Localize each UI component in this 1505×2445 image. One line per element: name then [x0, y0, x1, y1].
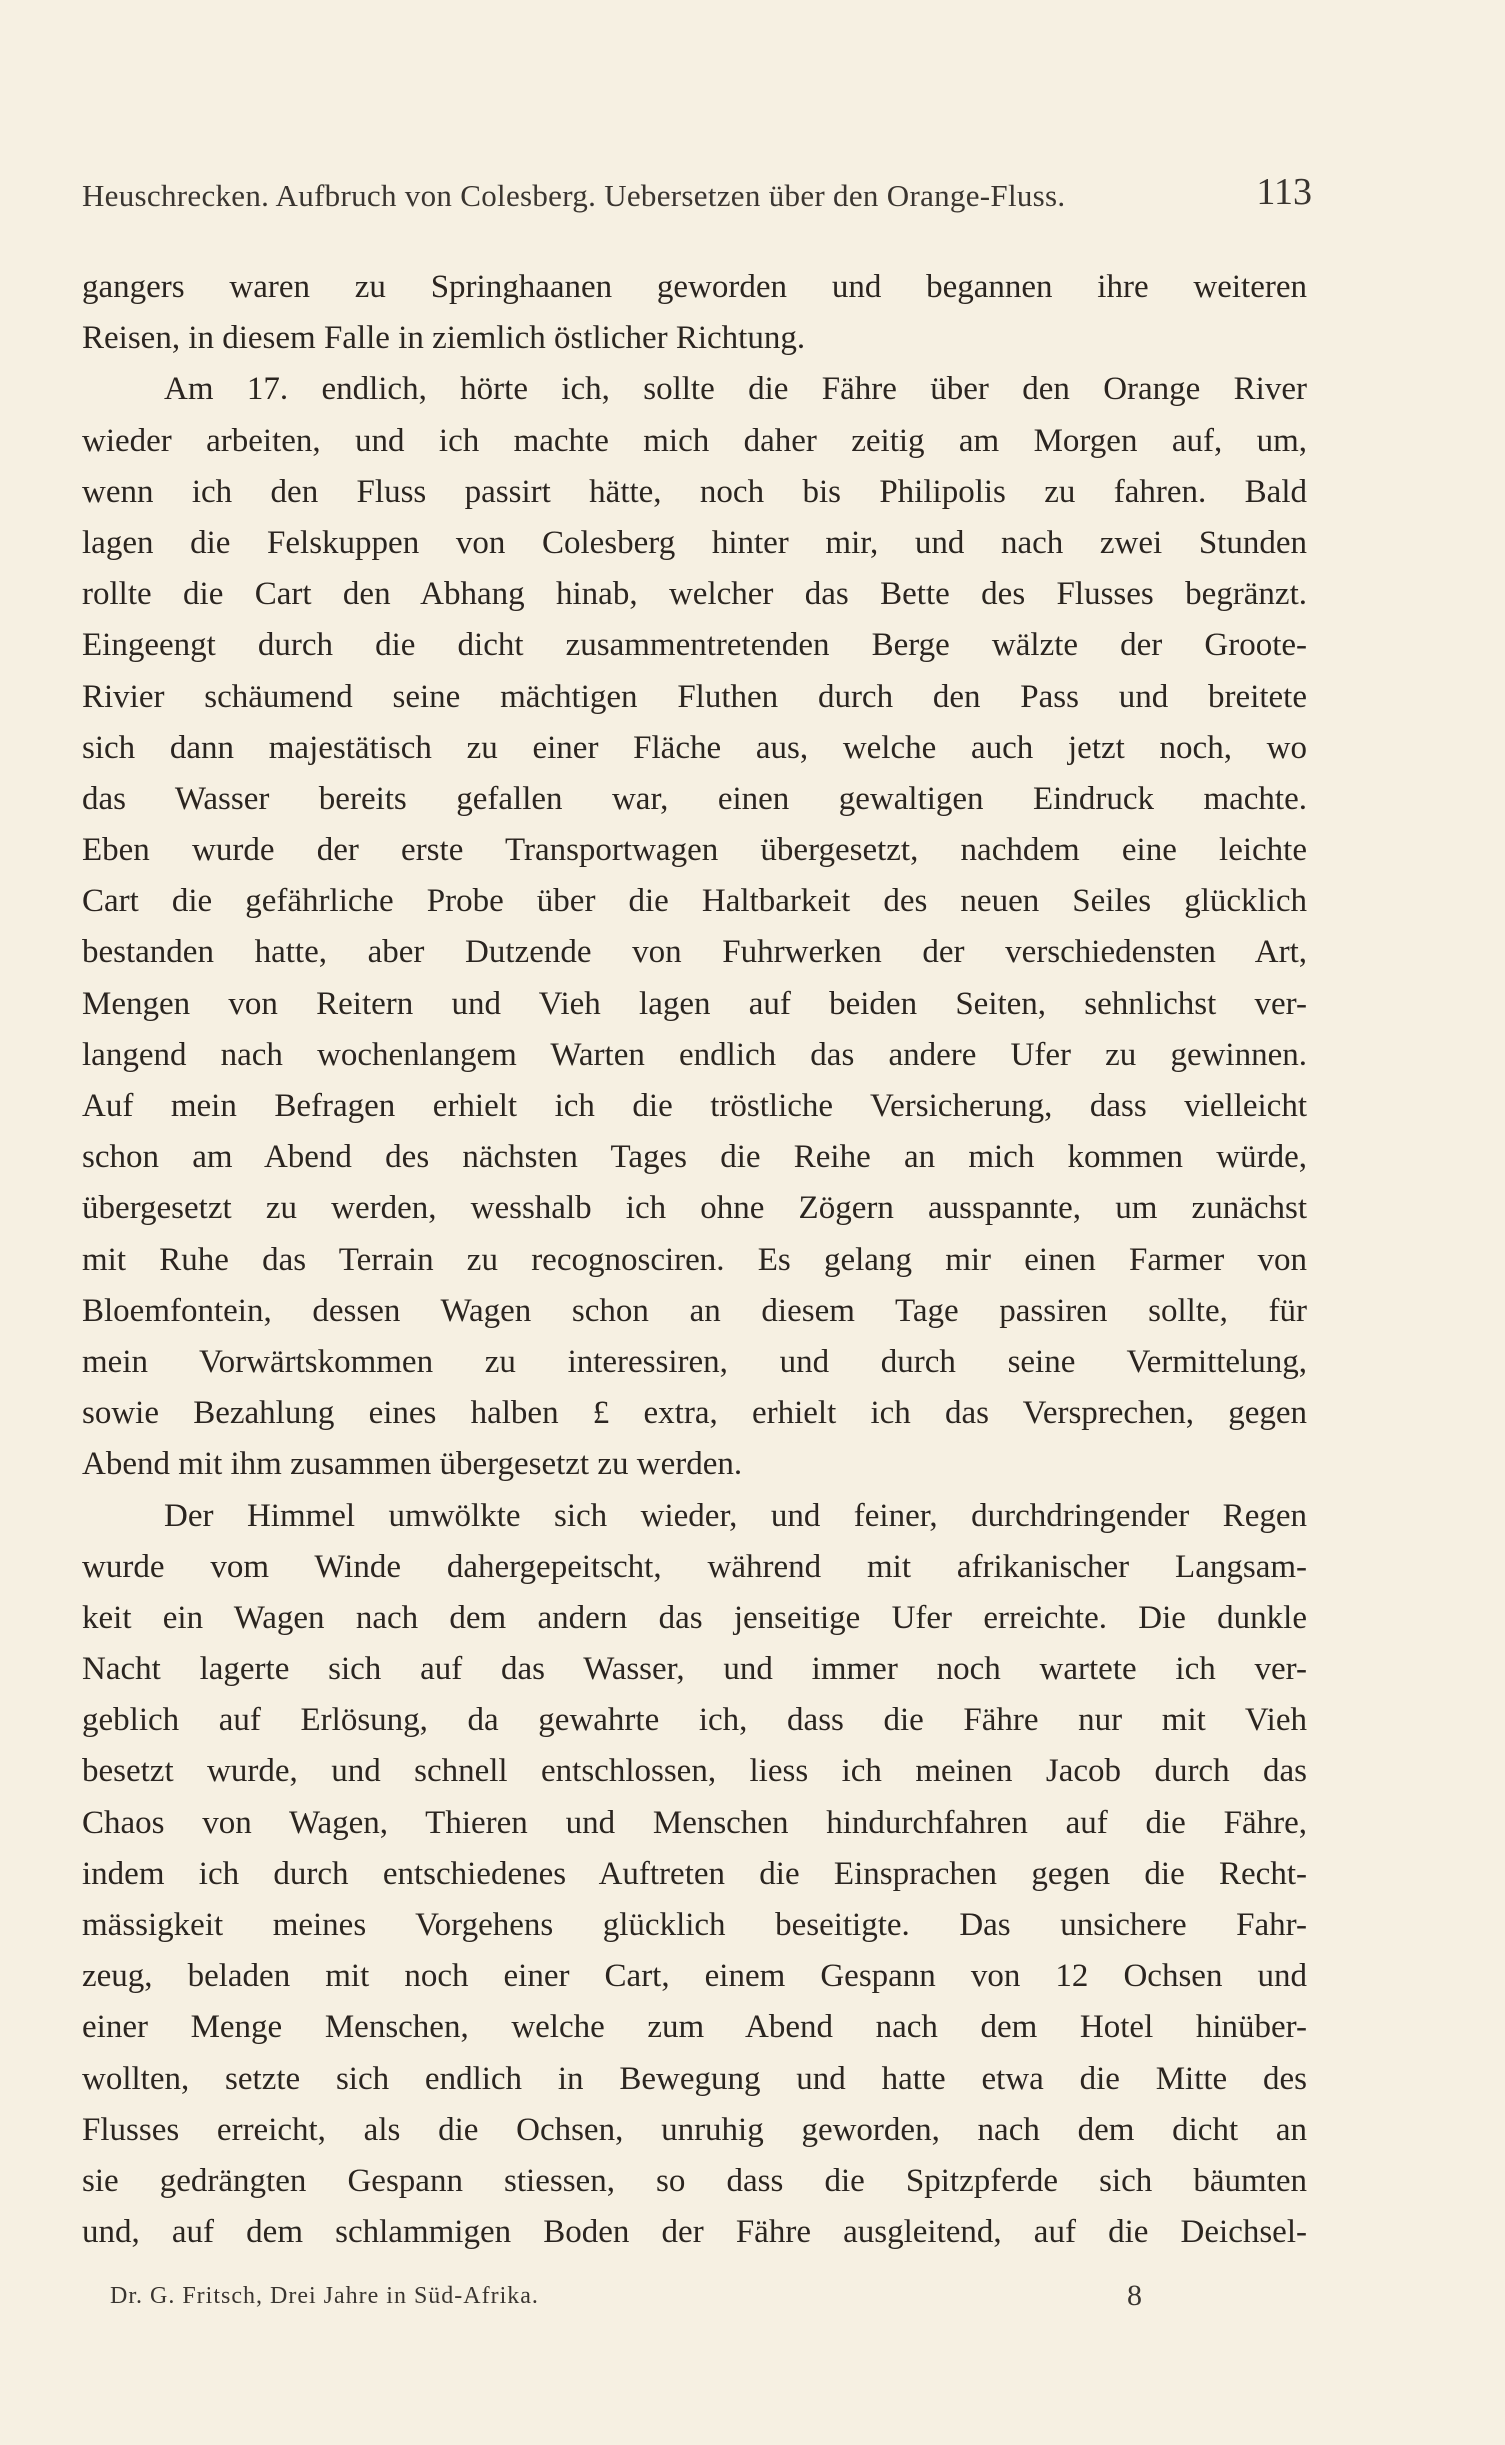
- text-line: rollte die Cart den Abhang hinab, welcher das Bette des Flusses begränzt.: [82, 576, 1307, 613]
- text-line: Reisen, in diesem Falle in ziemlich östlicher Richtung.: [82, 320, 806, 357]
- text-line: geblich auf Erlösung, da gewahrte ich, dass die Fähre nur mit Vieh: [82, 1702, 1307, 1739]
- text-line: wenn ich den Fluss passirt hätte, noch bis Philipolis zu fahren. Bald: [82, 473, 1307, 510]
- text-line: sowie Bezahlung eines halben £ extra, erhielt ich das Versprechen, gegen: [82, 1395, 1307, 1432]
- text-line: wieder arbeiten, und ich machte mich daher zeitig am Morgen auf, um,: [82, 422, 1307, 459]
- text-line: Auf mein Befragen erhielt ich die tröstliche Versicherung, dass vielleicht: [82, 1088, 1307, 1124]
- text-line: und, auf dem schlammigen Boden der Fähre ausgleitend, auf die Deichsel-: [82, 2214, 1307, 2251]
- text-line: Eingeengt durch die dicht zusammentretenden Berge wälzte der Groote-: [82, 627, 1307, 664]
- page-footer: [110, 2279, 1150, 2323]
- body-text: [82, 262, 1307, 2258]
- text-line: Rivier schäumend seine mächtigen Fluthen durch den Pass und breitete: [82, 678, 1307, 715]
- footer-reference: Dr. G. Fritsch, Drei Jahre in Süd-Afrika.: [110, 2283, 539, 2309]
- text-line: mässigkeit meines Vorgehens glücklich beseitigte. Das unsichere Fahr-: [82, 1907, 1307, 1943]
- text-line: lagen die Felskuppen von Colesberg hinter mir, und nach zwei Stunden: [82, 524, 1307, 561]
- text-line: das Wasser bereits gefallen war, einen gewaltigen Eindruck machte.: [82, 780, 1307, 817]
- text-line: bestanden hatte, aber Dutzende von Fuhrwerken der verschiedensten Art,: [82, 934, 1307, 971]
- text-line: langend nach wochenlangem Warten endlich das andere Ufer zu gewinnen.: [82, 1036, 1307, 1073]
- text-line: Der Himmel umwölkte sich wieder, und feiner, durchdringender Regen: [164, 1497, 1307, 1534]
- text-line: Chaos von Wagen, Thieren und Menschen hindurchfahren auf die Fähre,: [82, 1804, 1307, 1841]
- text-line: keit ein Wagen nach dem andern das jenseitige Ufer erreichte. Die dunkle: [82, 1599, 1307, 1636]
- text-line: indem ich durch entschiedenes Auftreten die Einsprachen gegen die Recht-: [82, 1855, 1307, 1892]
- text-line: Bloemfontein, dessen Wagen schon an diesem Tage passiren sollte, für: [82, 1292, 1307, 1329]
- text-line: Abend mit ihm zusammen übergesetzt zu werden.: [82, 1446, 743, 1483]
- running-head: [82, 170, 1312, 220]
- text-line: Eben wurde der erste Transportwagen übergesetzt, nachdem eine leichte: [82, 832, 1307, 869]
- text-line: übergesetzt zu werden, wesshalb ich ohne Zögern ausspannte, um zunächst: [82, 1190, 1307, 1227]
- text-line: wurde vom Winde dahergepeitscht, während mit afrikanischer Langsam-: [82, 1548, 1307, 1585]
- text-line: schon am Abend des nächsten Tages die Reihe an mich kommen würde,: [82, 1139, 1307, 1176]
- signature-mark: 8: [1127, 2279, 1143, 2312]
- text-line: gangers waren zu Springhaanen geworden und begannen ihre weiteren: [82, 269, 1307, 305]
- text-line: mein Vorwärtskommen zu interessiren, und durch seine Vermittelung,: [82, 1343, 1307, 1380]
- text-line: Nacht lagerte sich auf das Wasser, und immer noch wartete ich ver-: [82, 1651, 1307, 1688]
- text-line: sich dann majestätisch zu einer Fläche aus, welche auch jetzt noch, wo: [82, 729, 1307, 766]
- text-line: Am 17. endlich, hörte ich, sollte die Fähre über den Orange River: [164, 371, 1307, 408]
- text-line: Mengen von Reitern und Vieh lagen auf beiden Seiten, sehnlichst ver-: [82, 985, 1307, 1022]
- text-line: sie gedrängten Gespann stiessen, so dass die Spitzpferde sich bäumten: [82, 2162, 1307, 2199]
- running-head-title: Heuschrecken. Aufbruch von Colesberg. Uebersetzen über den Orange-Fluss.: [82, 178, 1066, 213]
- text-line: mit Ruhe das Terrain zu recognosciren. Es gelang mir einen Farmer von: [82, 1241, 1307, 1278]
- text-line: zeug, beladen mit noch einer Cart, einem Gespann von 12 Ochsen und: [82, 1958, 1307, 1995]
- page-number: 113: [1256, 171, 1312, 213]
- text-line: einer Menge Menschen, welche zum Abend nach dem Hotel hinüber-: [82, 2009, 1307, 2046]
- text-line: Flusses erreicht, als die Ochsen, unruhig geworden, nach dem dicht an: [82, 2111, 1307, 2148]
- text-line: besetzt wurde, und schnell entschlossen, liess ich meinen Jacob durch das: [82, 1753, 1307, 1790]
- text-line: Cart die gefährliche Probe über die Haltbarkeit des neuen Seiles glücklich: [82, 883, 1307, 920]
- text-line: wollten, setzte sich endlich in Bewegung und hatte etwa die Mitte des: [82, 2060, 1307, 2097]
